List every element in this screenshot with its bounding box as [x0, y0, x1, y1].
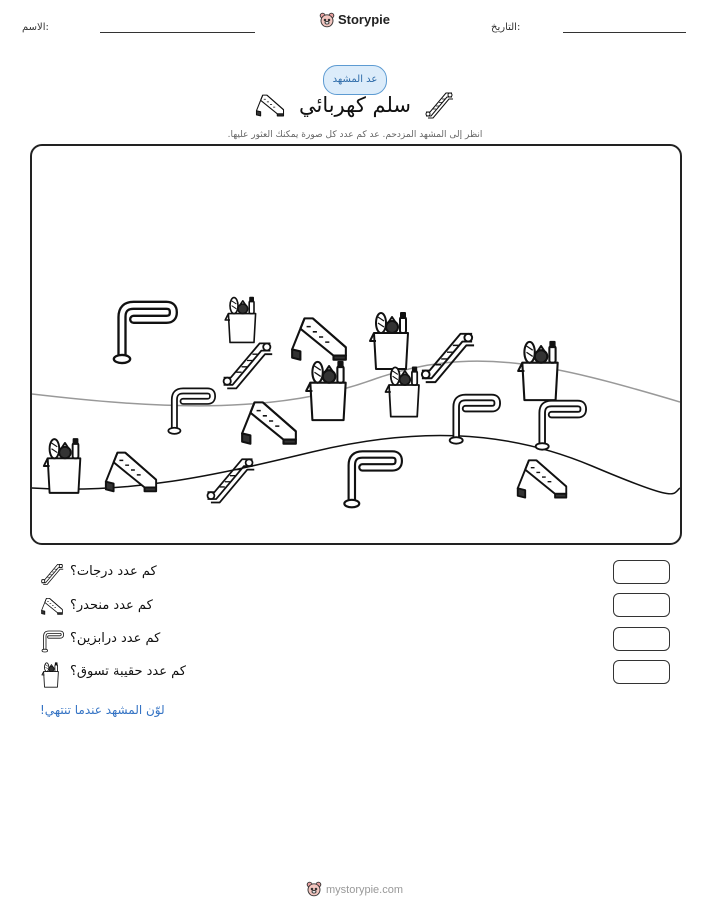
- escalator-icon: [40, 562, 64, 586]
- shopping-bag-icon: [370, 313, 408, 369]
- escalator-icon: [424, 90, 454, 120]
- slide-icon: [242, 402, 296, 443]
- date-label: التاريخ:: [491, 22, 521, 33]
- brand-logo: [0, 12, 709, 28]
- instructions: انظر إلى المشهد المزدحم. عد كم عدد كل صورة يمكنك العثور عليها.: [227, 130, 483, 140]
- shopping-bag-icon: [386, 367, 419, 416]
- slide-icon: [292, 318, 346, 359]
- answer-box-handrail[interactable]: [613, 627, 670, 651]
- shopping-bag-icon: [518, 342, 558, 400]
- shopping-bag-icon: [44, 439, 80, 493]
- shopping-bag-icon: [40, 662, 62, 688]
- handrail-icon: [168, 391, 212, 434]
- footer: [0, 881, 709, 897]
- shopping-bag-icon: [306, 362, 346, 420]
- name-line[interactable]: [100, 32, 255, 33]
- bear-icon: [319, 12, 335, 28]
- brand-name: Storypie: [337, 12, 390, 27]
- question-text: كم عدد درابزين؟: [70, 631, 161, 646]
- name-label: الاسم:: [22, 22, 49, 33]
- coloring-instruction: لوّن المشهد عندما تنتهي!: [40, 703, 165, 717]
- escalator-icon: [422, 334, 474, 382]
- shopping-bag-icon: [225, 298, 255, 343]
- date-line[interactable]: [563, 32, 686, 33]
- handrail-icon: [536, 403, 584, 449]
- slide-icon: [518, 460, 567, 497]
- busy-scene: [30, 144, 682, 545]
- question-text: كم عدد درجات؟: [70, 564, 157, 579]
- answer-box-shopping-bag[interactable]: [613, 660, 670, 684]
- handrail-icon: [114, 305, 174, 363]
- escalator-icon: [207, 459, 254, 502]
- handrail-icon: [344, 455, 398, 508]
- slide-icon: [40, 596, 64, 616]
- page-title: سلم كهربائي: [298, 93, 412, 117]
- footer-url[interactable]: mystorypie.com: [325, 884, 404, 896]
- answer-box-slide[interactable]: [613, 593, 670, 617]
- escalator-icon: [224, 343, 273, 388]
- scene-drawing: [32, 146, 680, 543]
- answer-box-escalator[interactable]: [613, 560, 670, 584]
- handrail-icon: [40, 629, 64, 653]
- activity-badge: عد المشهد: [323, 65, 387, 95]
- question-text: كم عدد منحدر؟: [70, 598, 153, 613]
- question-text: كم عدد حقيبة تسوق؟: [70, 664, 186, 679]
- bear-icon: [306, 881, 322, 897]
- ground-line-upper: [32, 361, 680, 406]
